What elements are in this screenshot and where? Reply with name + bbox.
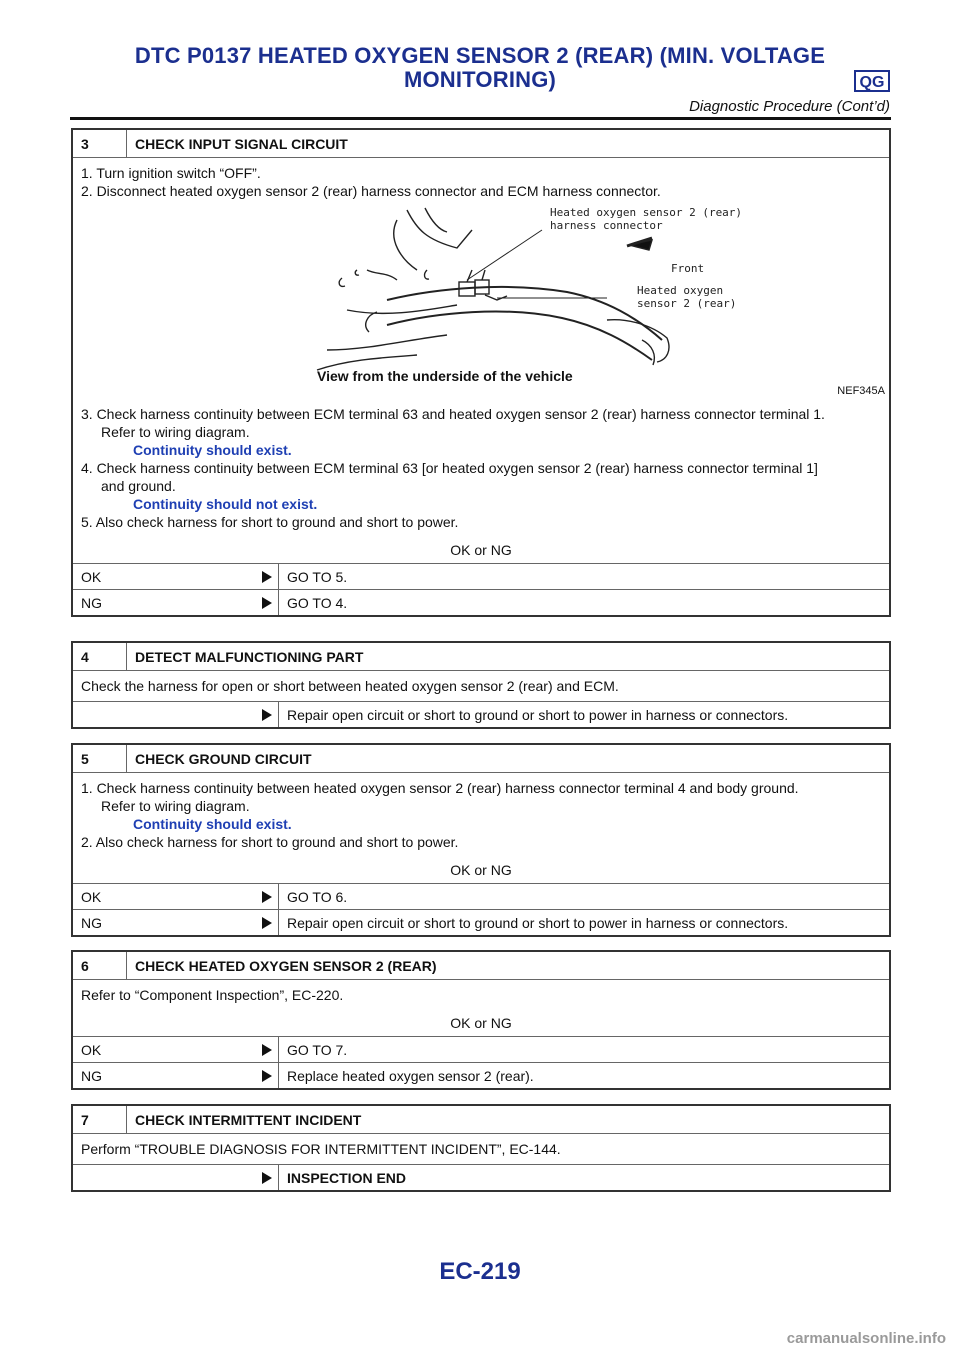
step-7-block <box>71 1104 891 1192</box>
page-title-line-2: MONITORING) <box>403 67 557 92</box>
step-6-text: Refer to “Component Inspection”, EC-220. <box>81 987 344 1003</box>
result-action: GO TO 7. <box>278 1037 889 1062</box>
figure-label-connector-line-1: Heated oxygen sensor 2 (rear) <box>550 206 743 219</box>
step-6-title-row <box>73 952 889 979</box>
arrow-right-icon <box>262 917 272 929</box>
figure-label-sensor-line-1: Heated oxygen <box>637 284 724 297</box>
step-3-title: CHECK INPUT SIGNAL CIRCUIT <box>135 135 348 152</box>
step-5-title-row <box>73 745 889 772</box>
step-3-item-1: 1. Turn ignition switch “OFF”. <box>81 165 261 181</box>
step-5-title: CHECK GROUND CIRCUIT <box>135 750 312 767</box>
figure-label-connector-line-2: harness connector <box>550 219 663 232</box>
page-subtitle: Diagnostic Procedure (Cont’d) <box>689 98 890 115</box>
figure-caption: View from the underside of the vehicle <box>317 368 573 384</box>
step-4-text: Check the harness for open or short between heated oxygen sensor 2 (rear) and ECM. <box>81 678 619 694</box>
step-5-ok-ng: OK or NG <box>450 862 512 878</box>
step-3-block <box>71 128 891 617</box>
result-label: NG <box>81 1067 102 1084</box>
arrow-right-icon <box>262 891 272 903</box>
step-6-ok-ng: OK or NG <box>450 1015 512 1031</box>
step-4-body <box>73 670 889 701</box>
step-7-title: CHECK INTERMITTENT INCIDENT <box>135 1111 362 1128</box>
step-5-item-2: 2. Also check harness for short to ground and short to power. <box>81 834 459 850</box>
step-3-item-2: 2. Disconnect heated oxygen sensor 2 (rear) harness connector and ECM harness connector. <box>81 183 661 199</box>
result-action: GO TO 5. <box>278 564 889 589</box>
figure-label-sensor-line-2: sensor 2 (rear) <box>637 297 737 310</box>
step-3-item-5: 5. Also check harness for short to ground and short to power. <box>81 514 459 530</box>
arrow-right-icon <box>262 1044 272 1056</box>
step-3-item-3-sub: Refer to wiring diagram. <box>101 424 250 440</box>
step-5-result-ok <box>73 883 889 909</box>
arrow-right-icon <box>262 709 272 721</box>
page-title-line-1: DTC P0137 HEATED OXYGEN SENSOR 2 (REAR) (MIN. VOLTAGE <box>134 43 826 68</box>
step-7-text: Perform “TROUBLE DIAGNOSIS FOR INTERMITTENT INCIDENT”, EC-144. <box>81 1141 561 1157</box>
step-3-item-4-result: Continuity should not exist. <box>133 496 318 512</box>
step-4-title-row <box>73 643 889 670</box>
step-5-body <box>73 772 889 883</box>
step-6-title: CHECK HEATED OXYGEN SENSOR 2 (REAR) <box>135 957 437 974</box>
step-6-block <box>71 950 891 1090</box>
arrow-right-icon <box>262 571 272 583</box>
step-3-item-3-result: Continuity should exist. <box>133 442 292 458</box>
step-5-item-1: 1. Check harness continuity between heated oxygen sensor 2 (rear) harness connector terminal 4 and body ground. <box>81 780 799 796</box>
step-6-body <box>73 979 889 1036</box>
step-6-result-ok <box>73 1036 889 1062</box>
step-5-block <box>71 743 891 937</box>
result-label: OK <box>81 568 102 585</box>
sensor-location-figure <box>81 200 885 405</box>
step-6-result-ng <box>73 1062 889 1088</box>
result-action: Replace heated oxygen sensor 2 (rear). <box>278 1063 889 1088</box>
step-3-number: 3 <box>73 130 127 157</box>
step-3-item-4-sub: and ground. <box>101 478 176 494</box>
section-badge: QG <box>854 70 890 92</box>
result-action: GO TO 6. <box>278 884 889 909</box>
watermark: carmanualsonline.info <box>786 1330 946 1347</box>
step-4-title: DETECT MALFUNCTIONING PART <box>135 648 364 665</box>
result-action: GO TO 4. <box>278 590 889 615</box>
step-7-result <box>73 1164 889 1190</box>
step-3-body <box>73 157 889 563</box>
result-label: NG <box>81 914 102 931</box>
step-6-number: 6 <box>73 952 127 979</box>
step-5-result-ng <box>73 909 889 935</box>
result-action: Repair open circuit or short to ground or short to power in harness or connectors. <box>278 910 889 935</box>
step-3-item-4: 4. Check harness continuity between ECM terminal 63 [or heated oxygen sensor 2 (rear) harness connector terminal 1] <box>81 460 818 476</box>
page-number: EC-219 <box>439 1258 521 1285</box>
step-3-result-ng <box>73 589 889 615</box>
step-7-number: 7 <box>73 1106 127 1133</box>
figure-label-front: Front <box>671 262 705 275</box>
arrow-right-icon <box>262 597 272 609</box>
arrow-right-icon <box>262 1172 272 1184</box>
step-4-block <box>71 641 891 729</box>
step-3-title-row <box>73 130 889 157</box>
step-5-item-1-sub: Refer to wiring diagram. <box>101 798 250 814</box>
step-5-item-1-result: Continuity should exist. <box>133 816 292 832</box>
result-action: Repair open circuit or short to ground or short to power in harness or connectors. <box>278 702 889 727</box>
page-title <box>70 44 890 92</box>
step-3-item-3: 3. Check harness continuity between ECM terminal 63 and heated oxygen sensor 2 (rear) harness connector terminal 1. <box>81 406 825 422</box>
result-label: OK <box>81 1041 102 1058</box>
step-3-result-ok <box>73 563 889 589</box>
header-rule <box>70 117 891 120</box>
result-action: INSPECTION END <box>278 1165 889 1190</box>
step-7-body <box>73 1133 889 1164</box>
step-5-number: 5 <box>73 745 127 772</box>
step-7-title-row <box>73 1106 889 1133</box>
step-4-result <box>73 701 889 727</box>
figure-id: NEF345A <box>837 385 885 397</box>
arrow-right-icon <box>262 1070 272 1082</box>
result-label: OK <box>81 888 102 905</box>
step-3-ok-ng: OK or NG <box>450 542 512 558</box>
step-4-number: 4 <box>73 643 127 670</box>
result-label: NG <box>81 594 102 611</box>
